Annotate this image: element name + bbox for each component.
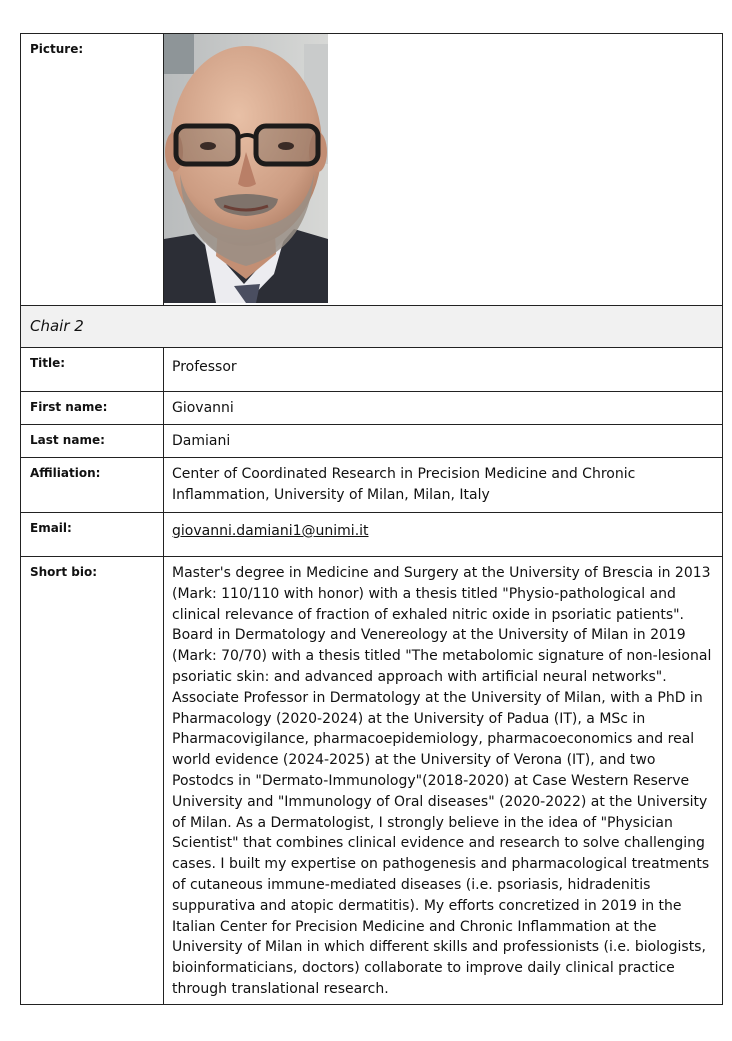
section-row — [21, 306, 723, 348]
first-name-row — [21, 392, 723, 425]
affiliation-row — [21, 458, 723, 513]
picture-cell — [164, 34, 723, 306]
email-link[interactable]: giovanni.damiani1@unimi.it — [172, 523, 369, 539]
picture-row — [21, 34, 723, 306]
affiliation-label: Affiliation: — [21, 458, 164, 513]
first-name-value: Giovanni — [164, 392, 723, 425]
picture-label: Picture: — [21, 34, 164, 306]
portrait-photo — [164, 34, 328, 303]
title-row — [21, 348, 723, 392]
last-name-value: Damiani — [164, 425, 723, 458]
profile-form-table — [20, 33, 723, 1005]
first-name-label: First name: — [21, 392, 164, 425]
email-cell — [164, 513, 723, 557]
last-name-row — [21, 425, 723, 458]
section-heading: Chair 2 — [21, 306, 723, 348]
email-row — [21, 513, 723, 557]
affiliation-value: Center of Coordinated Research in Precision Medicine and Chronic Inflammation, University of Milan, Milan, Italy — [164, 458, 723, 513]
email-label: Email: — [21, 513, 164, 557]
short-bio-value: Master's degree in Medicine and Surgery at the University of Brescia in 2013 (Mark: 110/110 with honor) with a thesis titled "Physio-pathological and clinical relevance of fraction of exhaled nitric oxide in psoriatic patients". Board in Dermatology and Venereology at the University of Milan in 2019 (Mark: 70/70) with a thesis titled "The metabolomic signature of non-lesional psoriatic skin: and advanced approach with artificial neural networks". Associate Professor in Dermatology at the University of Milan, with a PhD in Pharmacology (2020-2024) at the University of Padua (IT), a MSc in Pharmacovigilance, pharmacoepidemiology, pharmacoeconomics and real world evidence (2024-2025) at the University of Verona (IT), and two Postodcs in "Dermato-Immunology"(2018-2020) at Case Western Reserve University and "Immunology of Oral diseases" (2020-2022) at the University of Milan. As a Dermatologist, I strongly believe in the idea of "Physician Scientist" that combines clinical evidence and research to solve challenging cases. I built my expertise on pathogenesis and pharmacological treatments of cutaneous immune-mediated diseases (i.e. psoriasis, hidradenitis suppurativa and atopic dermatitis). My efforts concretized in 2019 in the Italian Center for Precision Medicine and Chronic Inflammation at the University of Milan in which different skills and professionists (i.e. biologists, bioinformaticians, doctors) collaborate to improve daily clinical practice through translational research. — [164, 557, 723, 1005]
title-value: Professor — [164, 348, 723, 392]
short-bio-row — [21, 557, 723, 1005]
title-label: Title: — [21, 348, 164, 392]
last-name-label: Last name: — [21, 425, 164, 458]
short-bio-label: Short bio: — [21, 557, 164, 1005]
